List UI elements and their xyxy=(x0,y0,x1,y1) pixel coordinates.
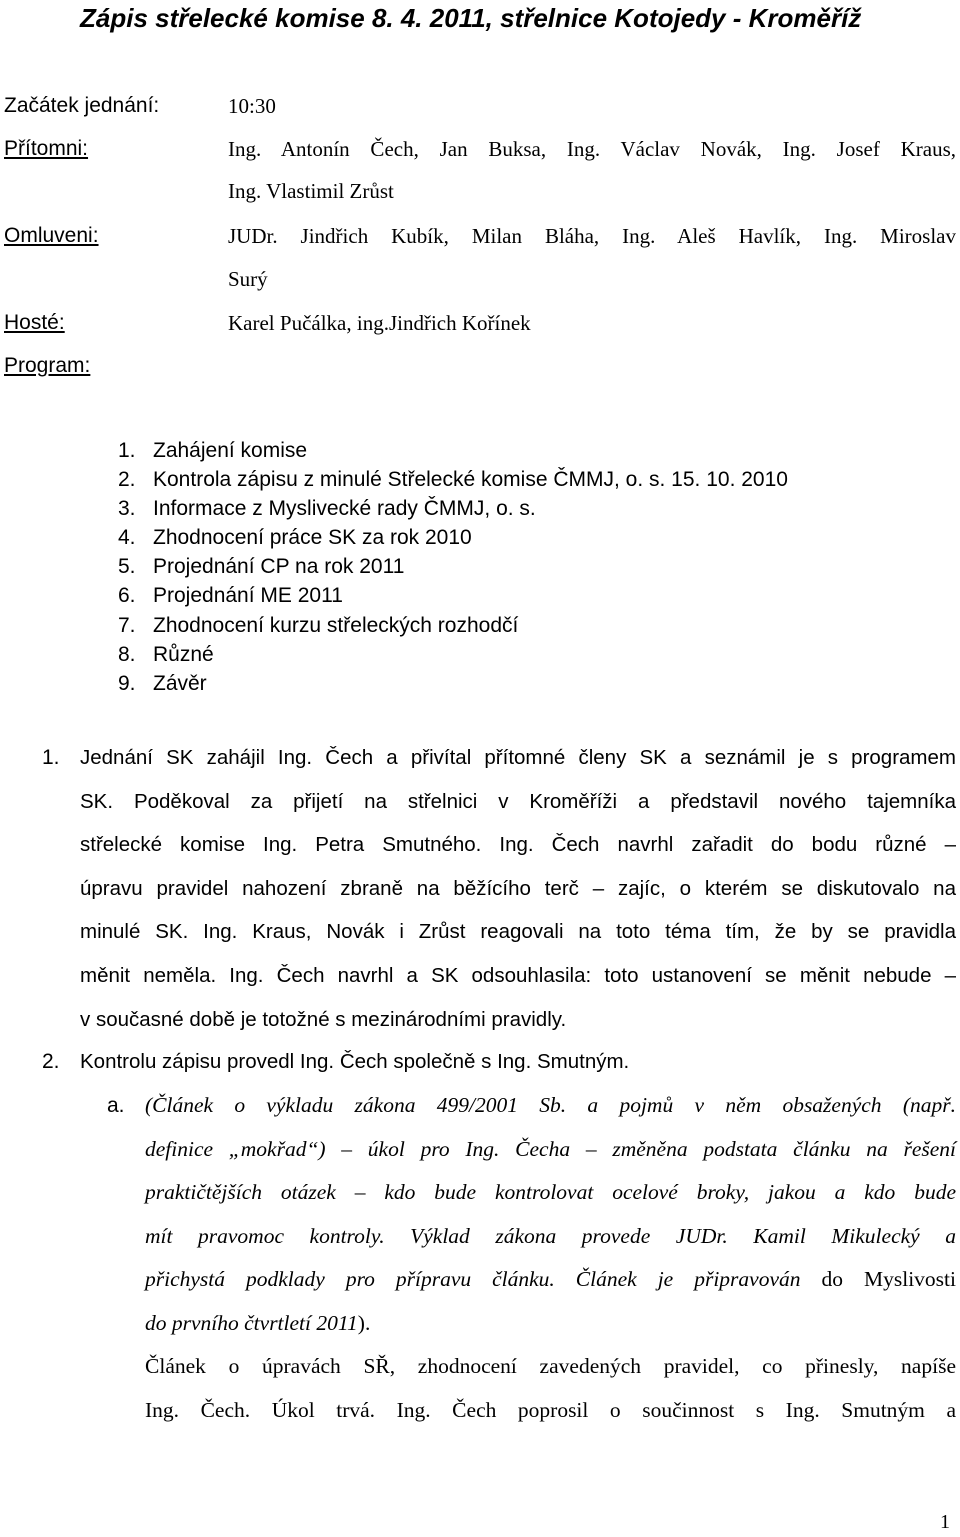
program-item xyxy=(0,436,960,465)
program-item-number: 5. xyxy=(118,555,136,579)
program-item-number: 2. xyxy=(118,468,136,492)
section-1-line: střelecké komise Ing. Petra Smutného. Ing. Čech navrhl zařadit do bodu různé – xyxy=(80,833,956,857)
excused-label: Omluveni: xyxy=(4,224,99,247)
program-item-number: 6. xyxy=(118,584,136,608)
program-item-text: Projednání ME 2011 xyxy=(153,584,343,608)
program-item-text: Zhodnocení práce SK za rok 2010 xyxy=(153,526,472,550)
program-item xyxy=(0,640,960,669)
subitem-a-line: mít pravomoc kontroly. Výklad zákona provede JUDr. Kamil Mikulecký a xyxy=(145,1223,956,1248)
program-item xyxy=(0,552,960,581)
subitem-a-line xyxy=(145,1302,956,1346)
subitem-b-line: Ing. Čech. Úkol trvá. Ing. Čech poprosil o součinnost s Ing. Smutným a xyxy=(145,1397,956,1422)
document-title: Zápis střelecké komise 8. 4. 2011, střelnice Kotojedy - Kroměříž xyxy=(80,3,862,33)
subitem-a-line: definice „mokřad“) – úkol pro Ing. Čecha – změněna podstata článku na řešení xyxy=(145,1136,956,1161)
program-item-text: Projednání CP na rok 2011 xyxy=(153,555,405,579)
program-item-number: 7. xyxy=(118,613,136,637)
section-1-line: minulé SK. Ing. Kraus, Novák i Zrůst reagovali na toto téma tím, že by se pravidla xyxy=(80,920,956,944)
program-label: Program: xyxy=(4,354,91,377)
program-item xyxy=(0,611,960,640)
section-1-line: v současné době je totožné s mezinárodními pravidly. xyxy=(80,1007,567,1031)
section-1-line: měnit neměla. Ing. Čech navrhl a SK odsouhlasila: toto ustanovení se měnit nebude – xyxy=(80,963,956,987)
program-item xyxy=(0,494,960,523)
section-1-line: SK. Poděkoval za přijetí na střelnici v Kroměříži a představil nového tajemníka xyxy=(80,789,956,813)
program-item-number: 4. xyxy=(118,526,136,550)
subitem-a-line xyxy=(145,1258,956,1302)
present-value-line2: Ing. Vlastimil Zrůst xyxy=(228,179,394,203)
program-item xyxy=(0,669,960,698)
guests-value: Karel Pučálka, ing.Jindřich Kořínek xyxy=(228,311,531,335)
program-item-number: 8. xyxy=(118,642,136,666)
section-1-paragraph xyxy=(80,736,956,1041)
subitem-a-paragraph xyxy=(145,1084,956,1346)
program-list xyxy=(0,436,960,698)
subitem-a-line-italic: přichystá podklady pro přípravu článku. Článek je připravován xyxy=(145,1267,801,1292)
section-2-line: Kontrolu zápisu provedl Ing. Čech společně s Ing. Smutným. xyxy=(80,1050,630,1073)
present-label: Přítomni: xyxy=(4,137,89,160)
program-item-number: 3. xyxy=(118,497,136,521)
program-item-text: Zhodnocení kurzu střeleckých rozhodčí xyxy=(153,613,519,637)
subitem-a-line: (Článek o výkladu zákona 499/2001 Sb. a pojmů v něm obsažených (např. xyxy=(145,1093,956,1117)
subitem-a-line-tail: do Myslivosti xyxy=(800,1267,956,1292)
start-value: 10:30 xyxy=(228,94,276,118)
section-2-number: 2. xyxy=(42,1050,60,1073)
subitem-a-number: a. xyxy=(107,1094,125,1117)
page-number: 1 xyxy=(940,1511,950,1533)
program-item xyxy=(0,581,960,610)
program-item-text: Zahájení komise xyxy=(153,439,308,462)
excused-value-line2: Surý xyxy=(228,267,268,291)
present-value-line1: Ing. Antonín Čech, Jan Buksa, Ing. Václav Novák, Ing. Josef Kraus, xyxy=(228,137,956,161)
start-label: Začátek jednání: xyxy=(4,94,160,117)
program-item-text: Kontrola zápisu z minulé Střelecké komise ČMMJ, o. s. 15. 10. 2010 xyxy=(153,468,788,492)
subitem-a-line: praktičtějších otázek – kdo bude kontrolovat ocelové broky, jakou a kdo bude xyxy=(145,1180,956,1205)
program-item-number: 1. xyxy=(118,439,136,462)
subitem-b-line: Článek o úpravách SŘ, zhodnocení zavedených pravidel, co přinesly, napíše xyxy=(145,1354,956,1378)
subitem-a-line-tail: ). xyxy=(357,1310,371,1335)
excused-value-line1: JUDr. Jindřich Kubík, Milan Bláha, Ing. Aleš Havlík, Ing. Miroslav xyxy=(228,224,956,248)
section-2-paragraph xyxy=(80,1040,956,1084)
section-1-line: úpravu pravidel nahození zbraně na běžícího terč – zajíc, o kterém se diskutovalo na xyxy=(80,876,956,900)
program-item xyxy=(0,465,960,494)
program-item xyxy=(0,523,960,552)
subitem-b-paragraph xyxy=(145,1345,956,1432)
section-1-line: Jednání SK zahájil Ing. Čech a přivítal přítomné členy SK a seznámil je s programem xyxy=(80,746,956,769)
guests-label: Hosté: xyxy=(4,311,65,334)
program-item-text: Závěr xyxy=(153,671,207,695)
subitem-a-line-italic: do prvního čtvrtletí 2011 xyxy=(145,1310,358,1335)
program-item-text: Různé xyxy=(153,642,214,666)
program-item-text: Informace z Myslivecké rady ČMMJ, o. s. xyxy=(153,497,536,521)
program-item-number: 9. xyxy=(118,671,136,695)
section-1-number: 1. xyxy=(42,746,60,769)
